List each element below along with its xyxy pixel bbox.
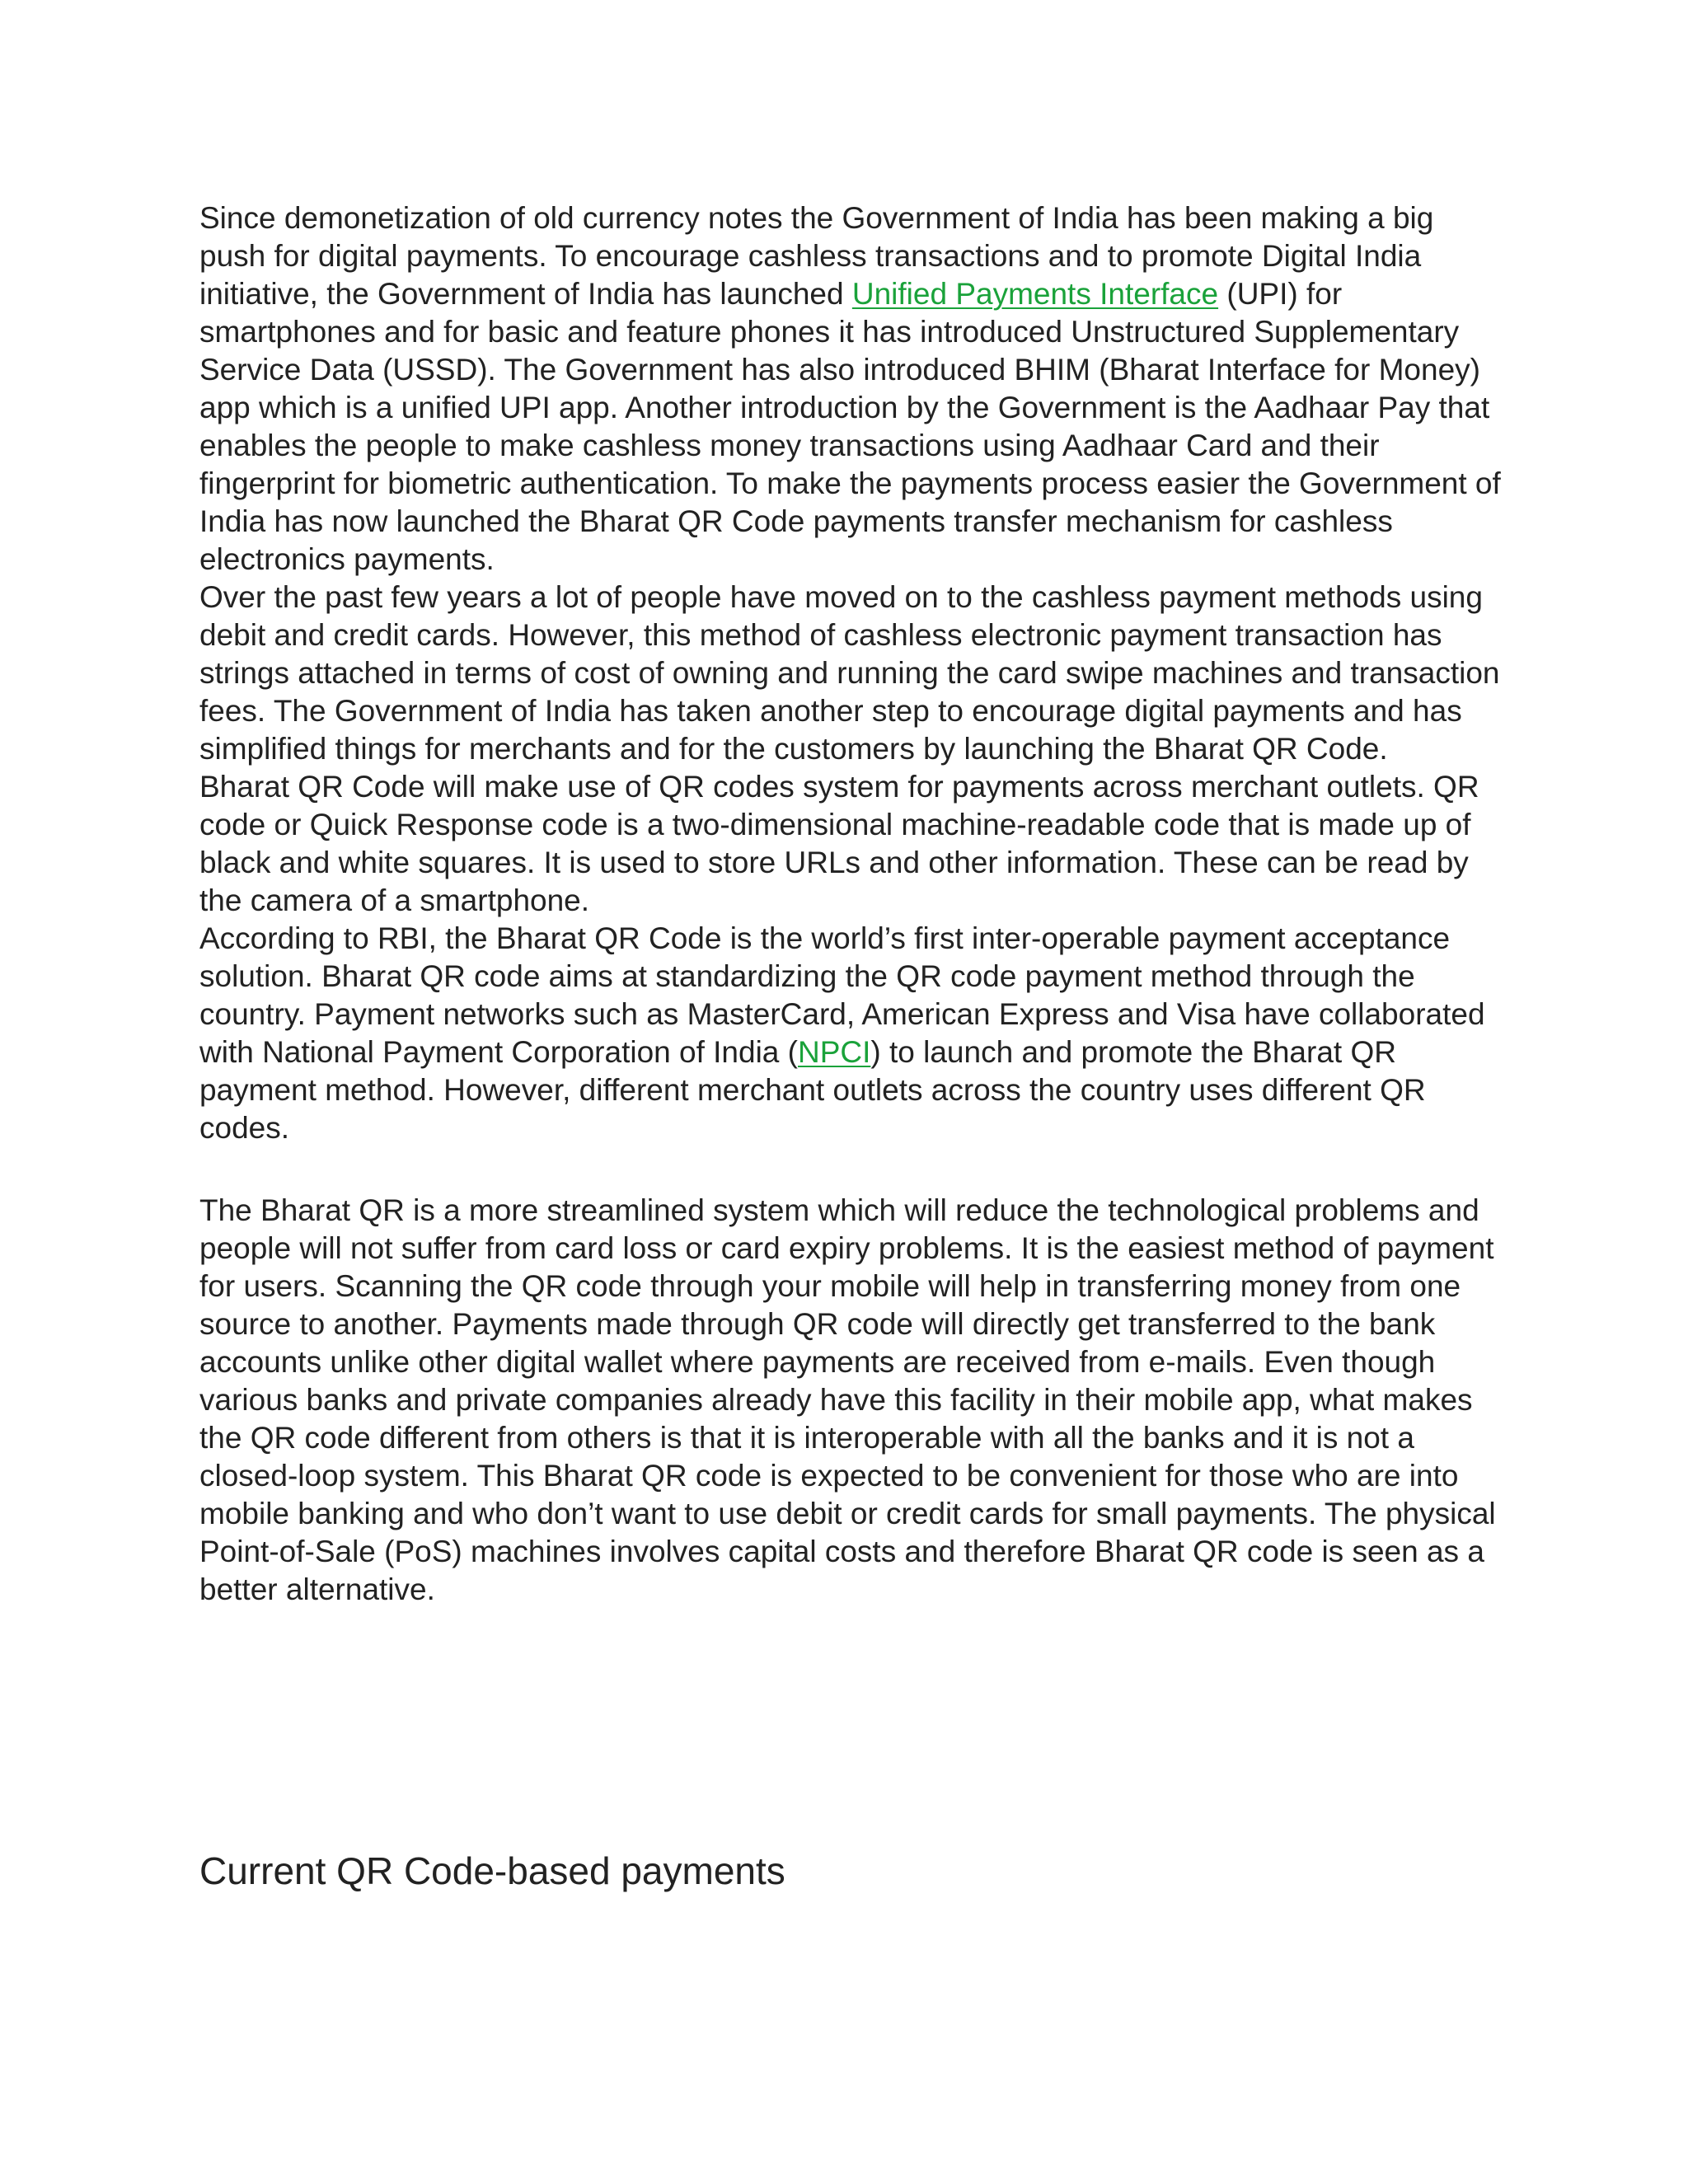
paragraph-qr-explained: Bharat QR Code will make use of QR codes system for payments across merchant outlets. QR code or Quick Response code is a two-dimensional machine-readable code that is made up of black and white squares. It is used to store URLs and other information. These can be read by the camera of a smartphone.	[199, 770, 1479, 917]
paragraph-text: ) to launch and promote the Bharat QR payment method. However, different merchant outlets across the country uses different QR codes.	[199, 1035, 1426, 1145]
paragraph-text: According to RBI, the Bharat QR Code is the world’s first inter-operable payment acceptance solution. Bharat QR code aims at standardizing the QR code payment method through the country. Payment networks such as MasterCard, American Express and Visa have collaborated with National Payment Corporation of India (	[199, 921, 1485, 1069]
paragraph-demonetization	[199, 199, 1502, 579]
upi-link[interactable]: Unified Payments Interface	[851, 277, 1219, 311]
paragraph-cashless-cards: Over the past few years a lot of people have moved on to the cashless payment methods using debit and credit cards. However, this method of cashless electronic payment transaction has strings attached in terms of cost of owning and running the card swipe machines and transaction fees. The Government of India has taken another step to encourage digital payments and has simplified things for merchants and for the customers by launching the Bharat QR Code.	[199, 580, 1500, 766]
section-heading: Current QR Code-based payments	[199, 1849, 785, 1892]
paragraph-text: (UPI) for smartphones and for basic and feature phones it has introduced Unstructured Supplementary Service Data (USSD). The Government has also introduced BHIM (Bharat Interface for Money) app which is a unified UPI app. Another introduction by the Government is the Aadhaar Pay that enables the people to make cashless money transactions using Aadhaar Card and their fingerprint for biometric authentication. To make the payments process easier the Government of India has now launched the Bharat QR Code payments transfer mechanism for cashless electronics payments.	[199, 277, 1501, 576]
npci-link[interactable]: NPCI	[797, 1035, 871, 1069]
paragraph-text: Since demonetization of old currency notes the Government of India has been making a big push for digital payments. To encourage cashless transactions and to promote Digital India initiative, the Government of India has launched	[199, 201, 1434, 311]
paragraph-spacer	[199, 1147, 1502, 1192]
paragraph-rbi	[199, 920, 1502, 1147]
document-body	[199, 199, 1502, 1609]
paragraph-streamlined: The Bharat QR is a more streamlined system which will reduce the technological problems and people will not suffer from card loss or card expiry problems. It is the easiest method of payment for users. Scanning the QR code through your mobile will help in transferring money from one source to another. Payments made through QR code will directly get transferred to the bank accounts unlike other digital wallet where payments are received from e-mails. Even though various banks and private companies already have this facility in their mobile app, what makes the QR code different from others is that it is interoperable with all the banks and it is not a closed-loop system. This Bharat QR code is expected to be convenient for those who are into mobile banking and who don’t want to use debit or credit cards for small payments. The physical Point-of-Sale (PoS) machines involves capital costs and therefore Bharat QR code is seen as a better alternative.	[199, 1193, 1496, 1606]
